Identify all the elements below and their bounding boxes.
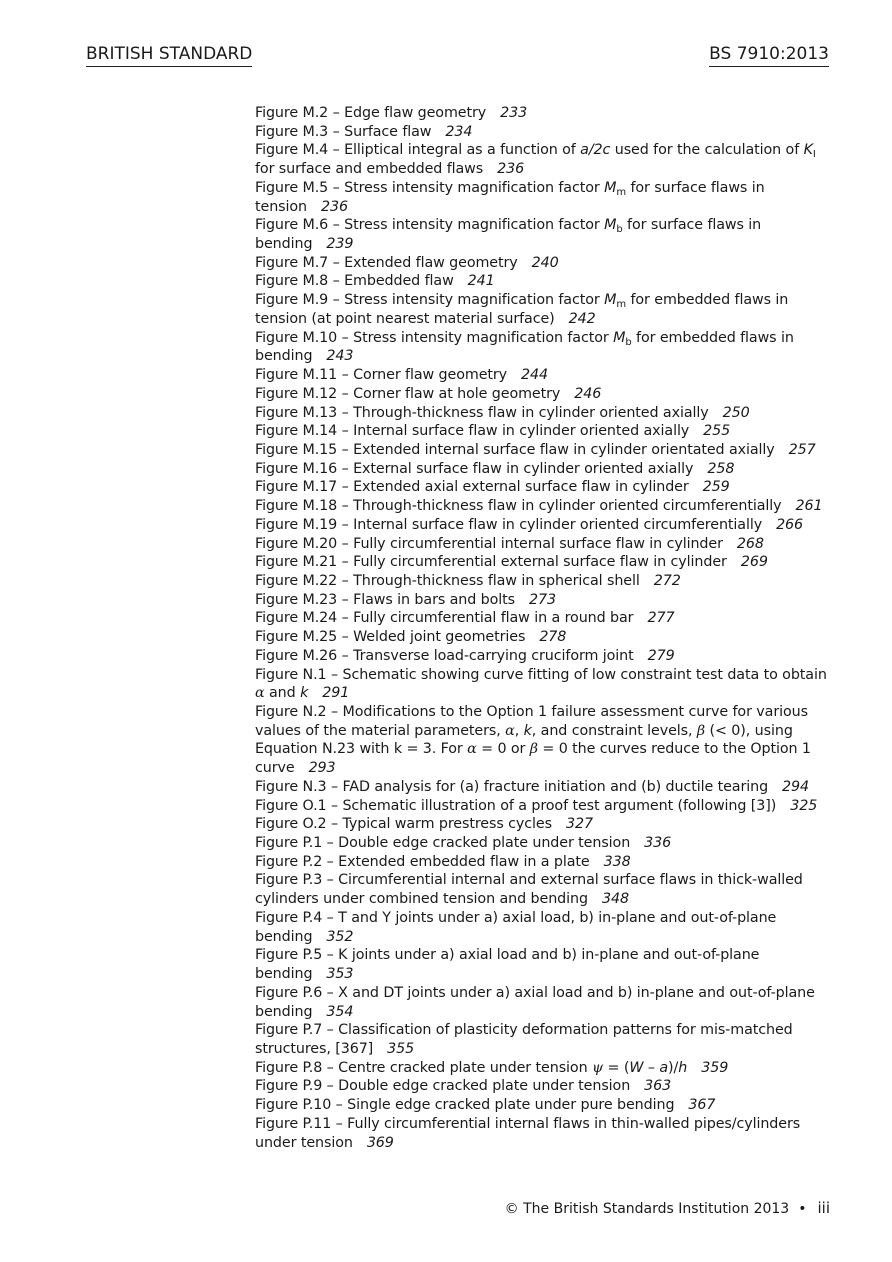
page-number: 277	[647, 610, 675, 627]
page-number: 359	[701, 1059, 729, 1076]
math-subscript: m	[616, 186, 627, 198]
entry-label: Figure M.8 – Embedded flaw	[255, 273, 454, 290]
entry-label: Figure P.4 – T and Y joints under a) axial load, b) in-plane and out-of-plane bending	[255, 909, 777, 945]
entry-label: Figure M.4 – Elliptical integral as a function of	[255, 142, 581, 159]
entry-label: Figure M.15 – Extended internal surface flaw in cylinder orientated axially	[255, 441, 775, 458]
entry-label: )/	[668, 1059, 679, 1076]
math-alpha: α	[467, 741, 477, 758]
page-number: 258	[707, 460, 735, 477]
entry-label: Figure M.14 – Internal surface flaw in cylinder oriented axially	[255, 423, 690, 440]
entry-label: = (	[603, 1059, 630, 1076]
entry-label: Figure P.8 – Centre cracked plate under tension	[255, 1059, 592, 1076]
page-number: 266	[776, 516, 804, 533]
running-header-left: BRITISH STANDARD	[86, 44, 252, 67]
page-number: 336	[644, 835, 672, 852]
toc-entry-m7	[255, 254, 835, 273]
toc-entry-p10	[255, 1096, 835, 1115]
page-number: 354	[326, 1003, 354, 1020]
page-number: 269	[740, 554, 768, 571]
math-m: M	[613, 329, 626, 346]
entry-label: Figure M.25 – Welded joint geometries	[255, 629, 526, 646]
toc-entry-o2	[255, 815, 835, 834]
math-subscript: I	[812, 149, 816, 161]
entry-label: Figure M.23 – Flaws in bars and bolts	[255, 591, 516, 608]
entry-label: Figure N.1 – Schematic showing curve fitting of low constraint test data to obtain	[255, 666, 827, 683]
math-psi: ψ	[591, 1059, 604, 1076]
entry-label: Figure M.24 – Fully circumferential flaw in a round bar	[255, 610, 634, 627]
entry-label: Figure P.3 – Circumferential internal and external surface flaws in thick-walled cylinders under combined tension and bending	[255, 872, 803, 908]
toc-entry-m4	[255, 141, 835, 178]
page-number: 327	[565, 816, 593, 833]
math-alpha: α	[255, 685, 265, 702]
entry-label: for surface flaws in bending	[255, 217, 762, 253]
page-number: 291	[322, 685, 350, 702]
toc-entry-m9	[255, 291, 835, 328]
page-number: 239	[326, 236, 354, 253]
toc-entry-p8	[255, 1059, 835, 1078]
math-subscript: m	[616, 299, 627, 311]
toc-entry-m21	[255, 553, 835, 572]
entry-label: ,	[514, 722, 524, 739]
running-header-right: BS 7910:2013	[709, 44, 829, 67]
page-number: 272	[653, 572, 681, 589]
entry-label: Figure O.2 – Typical warm prestress cycles	[255, 816, 552, 833]
page-number: 250	[722, 404, 750, 421]
toc-entry-p11	[255, 1115, 835, 1152]
copyright-notice: © The British Standards Institution 2013	[504, 1201, 790, 1217]
page-number: 236	[321, 198, 348, 215]
page-number: 352	[326, 928, 354, 945]
math-k: k	[523, 722, 532, 739]
toc-entry-m25	[255, 628, 835, 647]
entry-label: –	[643, 1059, 660, 1076]
entry-label: Figure M.26 – Transverse load-carrying cruciform joint	[255, 647, 634, 664]
entry-label: Figure M.5 – Stress intensity magnification factor	[255, 179, 605, 196]
toc-entry-m12	[255, 385, 835, 404]
page-number: 369	[366, 1134, 394, 1151]
page-number: 241	[467, 273, 495, 290]
page-number: 261	[795, 498, 823, 515]
page-number: 273	[529, 591, 557, 608]
math-a2c: a/2c	[580, 142, 611, 159]
entry-label: = 0 or	[476, 741, 530, 758]
toc-entry-p3	[255, 871, 835, 908]
toc-entry-m15	[255, 441, 835, 460]
page-number: 363	[644, 1078, 672, 1095]
page-number: 243	[326, 348, 354, 365]
page-number: 257	[788, 441, 816, 458]
toc-entry-p1	[255, 834, 835, 853]
toc-entry-m3	[255, 123, 835, 142]
page-number: 338	[603, 853, 631, 870]
toc-entry-m17	[255, 478, 835, 497]
page-number: 236	[497, 161, 525, 178]
entry-label: Figure M.6 – Stress intensity magnification factor	[255, 217, 605, 234]
page-number: 367	[688, 1097, 716, 1114]
entry-label: Figure P.7 – Classification of plasticity deformation patterns for mis-matched structures, [367]	[255, 1022, 793, 1057]
toc-entry-p4	[255, 909, 835, 946]
entry-label: Figure P.6 – X and DT joints under a) axial load and b) in-plane and out-of-plane bending	[255, 984, 815, 1020]
footer-page-number: iii	[817, 1199, 830, 1217]
math-subscript: b	[625, 336, 632, 348]
toc-entry-m10	[255, 329, 835, 366]
math-m: M	[604, 179, 617, 196]
page-number: 255	[703, 423, 731, 440]
entry-label: Figure M.20 – Fully circumferential internal surface flaw in cylinder	[255, 535, 723, 552]
math-m: M	[604, 292, 617, 309]
page-number: 244	[521, 367, 549, 384]
entry-label: Figure M.17 – Extended axial external surface flaw in cylinder	[255, 479, 689, 496]
toc-entry-m22	[255, 572, 835, 591]
entry-label: used for the calculation of	[610, 142, 804, 159]
math-w: W	[629, 1059, 644, 1076]
page-number: 268	[736, 535, 764, 552]
toc-entry-m18	[255, 497, 835, 516]
entry-label: for surface and embedded flaws	[255, 161, 484, 178]
toc-entry-m26	[255, 647, 835, 666]
math-subscript: b	[616, 224, 623, 236]
entry-label: Figure P.10 – Single edge cracked plate under pure bending	[255, 1097, 675, 1114]
toc-entry-p2	[255, 853, 835, 872]
entry-label: Figure M.13 – Through-thickness flaw in cylinder oriented axially	[255, 404, 709, 421]
entry-label: for surface flaws in tension	[255, 179, 765, 215]
page-number: 325	[790, 797, 818, 814]
page-number: 355	[387, 1040, 415, 1057]
entry-label: for embedded flaws in tension (at point nearest material surface)	[255, 292, 789, 327]
toc-entry-p5	[255, 946, 835, 983]
toc-entry-m23	[255, 591, 835, 610]
entry-label: for embedded flaws in bending	[255, 329, 794, 365]
entry-label: Figure M.22 – Through-thickness flaw in spherical shell	[255, 572, 640, 589]
math-beta: β	[696, 722, 706, 739]
page-number: 234	[445, 123, 473, 140]
entry-label: Figure P.1 – Double edge cracked plate under tension	[255, 835, 631, 852]
entry-label: Figure M.16 – External surface flaw in cylinder oriented axially	[255, 460, 694, 477]
page-number: 278	[539, 629, 567, 646]
toc-entry-m11	[255, 366, 835, 385]
math-h: h	[678, 1059, 688, 1076]
math-k: k	[300, 685, 309, 702]
toc-entry-m16	[255, 460, 835, 479]
math-alpha: α	[505, 722, 515, 739]
entry-label: , and constraint levels,	[531, 722, 697, 739]
toc-entry-n2	[255, 703, 835, 778]
math-k: K	[803, 142, 813, 159]
toc-entry-n3	[255, 778, 835, 797]
toc-entry-m19	[255, 516, 835, 535]
page-number: 246	[574, 385, 602, 402]
entry-label: (< 0), using Equation N.23 with k = 3. For	[255, 722, 793, 758]
page-number: 259	[702, 479, 730, 496]
entry-label: Figure M.12 – Corner flaw at hole geometry	[255, 385, 561, 402]
entry-label: Figure M.7 – Extended flaw geometry	[255, 254, 518, 271]
page-number: 293	[308, 760, 336, 777]
entry-label: Figure M.2 – Edge flaw geometry	[255, 105, 487, 121]
toc-entry-m20	[255, 535, 835, 554]
entry-label: Figure M.21 – Fully circumferential external surface flaw in cylinder	[255, 554, 727, 571]
page-number: 353	[326, 966, 354, 983]
toc-entry-m5	[255, 179, 835, 216]
list-of-figures	[255, 104, 835, 1152]
toc-entry-m8	[255, 272, 835, 291]
entry-label: Figure M.19 – Internal surface flaw in cylinder oriented circumferentially	[255, 516, 763, 533]
page-number: 294	[782, 778, 810, 795]
entry-label: Figure N.3 – FAD analysis for (a) fracture initiation and (b) ductile tearing	[255, 778, 769, 795]
page-number: 242	[568, 310, 596, 327]
entry-label: Figure M.18 – Through-thickness flaw in cylinder oriented circumferentially	[255, 498, 782, 515]
entry-label: Figure M.11 – Corner flaw geometry	[255, 367, 508, 384]
math-a: a	[659, 1059, 669, 1076]
toc-entry-m2	[255, 104, 835, 123]
entry-label: Figure M.3 – Surface flaw	[255, 123, 432, 140]
toc-entry-m13	[255, 404, 835, 423]
entry-label: Figure P.9 – Double edge cracked plate under tension	[255, 1078, 631, 1095]
entry-label: Figure O.1 – Schematic illustration of a proof test argument (following [3])	[255, 797, 777, 814]
page-number: 279	[647, 647, 675, 664]
footer-bullet: •	[798, 1201, 807, 1217]
toc-entry-m24	[255, 609, 835, 628]
math-m: M	[604, 217, 617, 234]
toc-entry-p9	[255, 1077, 835, 1096]
page-footer	[505, 1199, 830, 1217]
entry-label: and	[264, 685, 301, 702]
page-number: 233	[500, 105, 528, 121]
entry-label: Figure P.2 – Extended embedded flaw in a plate	[255, 853, 590, 870]
toc-entry-m6	[255, 216, 835, 253]
entry-label: Figure P.5 – K joints under a) axial load and b) in-plane and out-of-plane bending	[255, 947, 760, 983]
entry-label: = 0 the curves reduce to the Option 1 curve	[255, 741, 811, 777]
toc-entry-o1	[255, 797, 835, 816]
toc-entry-m14	[255, 422, 835, 441]
entry-label: Figure M.9 – Stress intensity magnification factor	[255, 292, 605, 309]
page-number: 348	[601, 891, 629, 908]
entry-label: Figure P.11 – Fully circumferential internal flaws in thin-walled pipes/cylinders under tension	[255, 1115, 801, 1151]
page-number: 240	[531, 254, 559, 271]
entry-label: Figure N.2 – Modifications to the Option 1 failure assessment curve for various values of the material parameters,	[255, 704, 808, 739]
toc-entry-p6	[255, 984, 835, 1021]
math-beta: β	[529, 741, 538, 758]
entry-label: Figure M.10 – Stress intensity magnification factor	[255, 329, 614, 346]
toc-entry-p7	[255, 1021, 835, 1058]
toc-entry-n1	[255, 666, 835, 703]
